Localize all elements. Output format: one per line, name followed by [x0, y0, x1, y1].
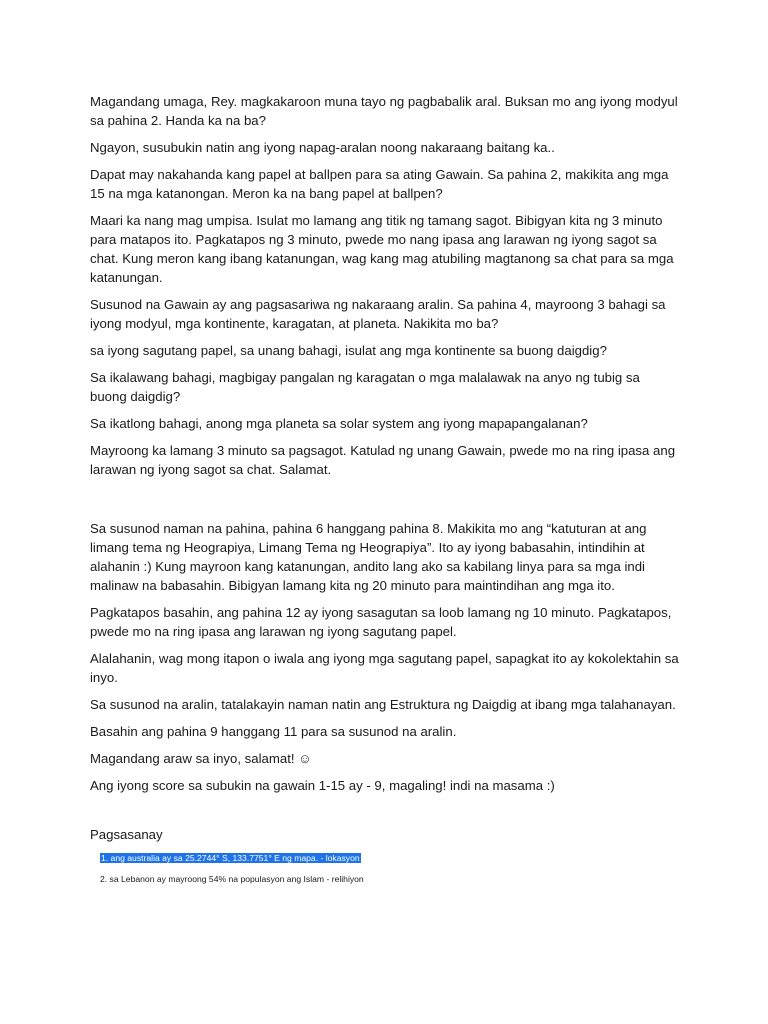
- paragraph-materials: Dapat may nakahanda kang papel at ballpen para sa ating Gawain. Sa pahina 2, makikita ang mga 15 na mga katanongan. Meron ka na bang papel at ballpen?: [90, 167, 669, 201]
- paragraph-greeting: Magandang umaga, Rey. magkakaroon muna tayo ng pagbabalik aral. Buksan mo ang iyong modyul sa pahina 2. Handa ka na ba?: [90, 94, 678, 128]
- paragraph-next-pages: Sa susunod naman na pahina, pahina 6 hanggang pahina 8. Makikita mo ang “katuturan at ang limang tema ng Heograpiya, Limang Tema ng Heograpiya”. Ito ay iyong babasahin, intindihin at alahanin :) Kung mayroon kang katanungan, andito lang ako sa kabilang linya para sa mga indi malinaw na babasahin. Bibigyan lamang kita ng 20 minuto para maintindihan ang mga ito.: [90, 521, 647, 593]
- exercise-item: 2. sa Lebanon ay mayroong 54% na populasyon ang Islam - relihiyon: [100, 874, 364, 884]
- paragraph-part-one: sa iyong sagutang papel, sa unang bahagi, isulat ang mga kontinente sa buong daigdig?: [90, 343, 607, 358]
- paragraph-page-twelve: Pagkatapos basahin, ang pahina 12 ay iyong sasagutan sa loob lamang ng 10 minuto. Pagkatapos, pwede mo na ring ipasa ang larawan ng iyong sagutang papel.: [90, 605, 672, 639]
- paragraph-reminder: Alalahanin, wag mong itapon o iwala ang iyong mga sagutang papel, sapagkat ito ay kokolektahin sa inyo.: [90, 651, 679, 685]
- paragraph-next-lesson: Sa susunod na aralin, tatalakayin naman natin ang Estruktura ng Daigdig at ibang mga talahanayan.: [90, 697, 676, 712]
- paragraph-farewell: Magandang araw sa inyo, salamat! ☺: [90, 751, 312, 766]
- paragraph-instructions: Maari ka nang mag umpisa. Isulat mo lamang ang titik ng tamang sagot. Bibigyan kita ng 3 minuto para matapos ito. Pagkatapos ng 3 minuto, pwede mo nang ipasa ang larawan ng iyong sagot sa chat. Kung meron kang ibang katanungan, wag kang mag atubiling magtanong sa chat para sa mga katanungan.: [90, 213, 674, 285]
- paragraph-score: Ang iyong score sa subukin na gawain 1-15 ay - 9, magaling! indi na masama :): [90, 778, 555, 793]
- paragraph-part-two: Sa ikalawang bahagi, magbigay pangalan ng karagatan o mga malalawak na anyo ng tubig sa buong daigdig?: [90, 370, 640, 404]
- exercise-title: Pagsasanay: [90, 827, 163, 842]
- document-page: [90, 92, 680, 894]
- selected-text[interactable]: 1. ang australia ay sa 25.2744° S, 133.7751° E ng mapa. - lokasyon: [101, 853, 360, 863]
- paragraph-next-activity: Susunod na Gawain ay ang pagsasariwa ng nakaraang aralin. Sa pahina 4, mayroong 3 bahagi sa iyong modyul, mga kontinente, karagatan, at planeta. Nakikita mo ba?: [90, 297, 666, 331]
- paragraph-time-limit: Mayroong ka lamang 3 minuto sa pagsagot. Katulad ng unang Gawain, pwede mo na ring ipasa ang larawan ng iyong sagot sa chat. Salamat.: [90, 443, 676, 477]
- exercise-item-selected[interactable]: [100, 852, 680, 865]
- paragraph-part-three: Sa ikatlong bahagi, anong mga planeta sa solar system ang iyong mapapangalanan?: [90, 416, 588, 431]
- paragraph-reading-assignment: Basahin ang pahina 9 hanggang 11 para sa susunod na aralin.: [90, 724, 457, 739]
- paragraph-test-intro: Ngayon, susubukin natin ang iyong napag-aralan noong nakaraang baitang ka..: [90, 140, 555, 155]
- spacer: [90, 803, 680, 825]
- spacer: [90, 487, 680, 519]
